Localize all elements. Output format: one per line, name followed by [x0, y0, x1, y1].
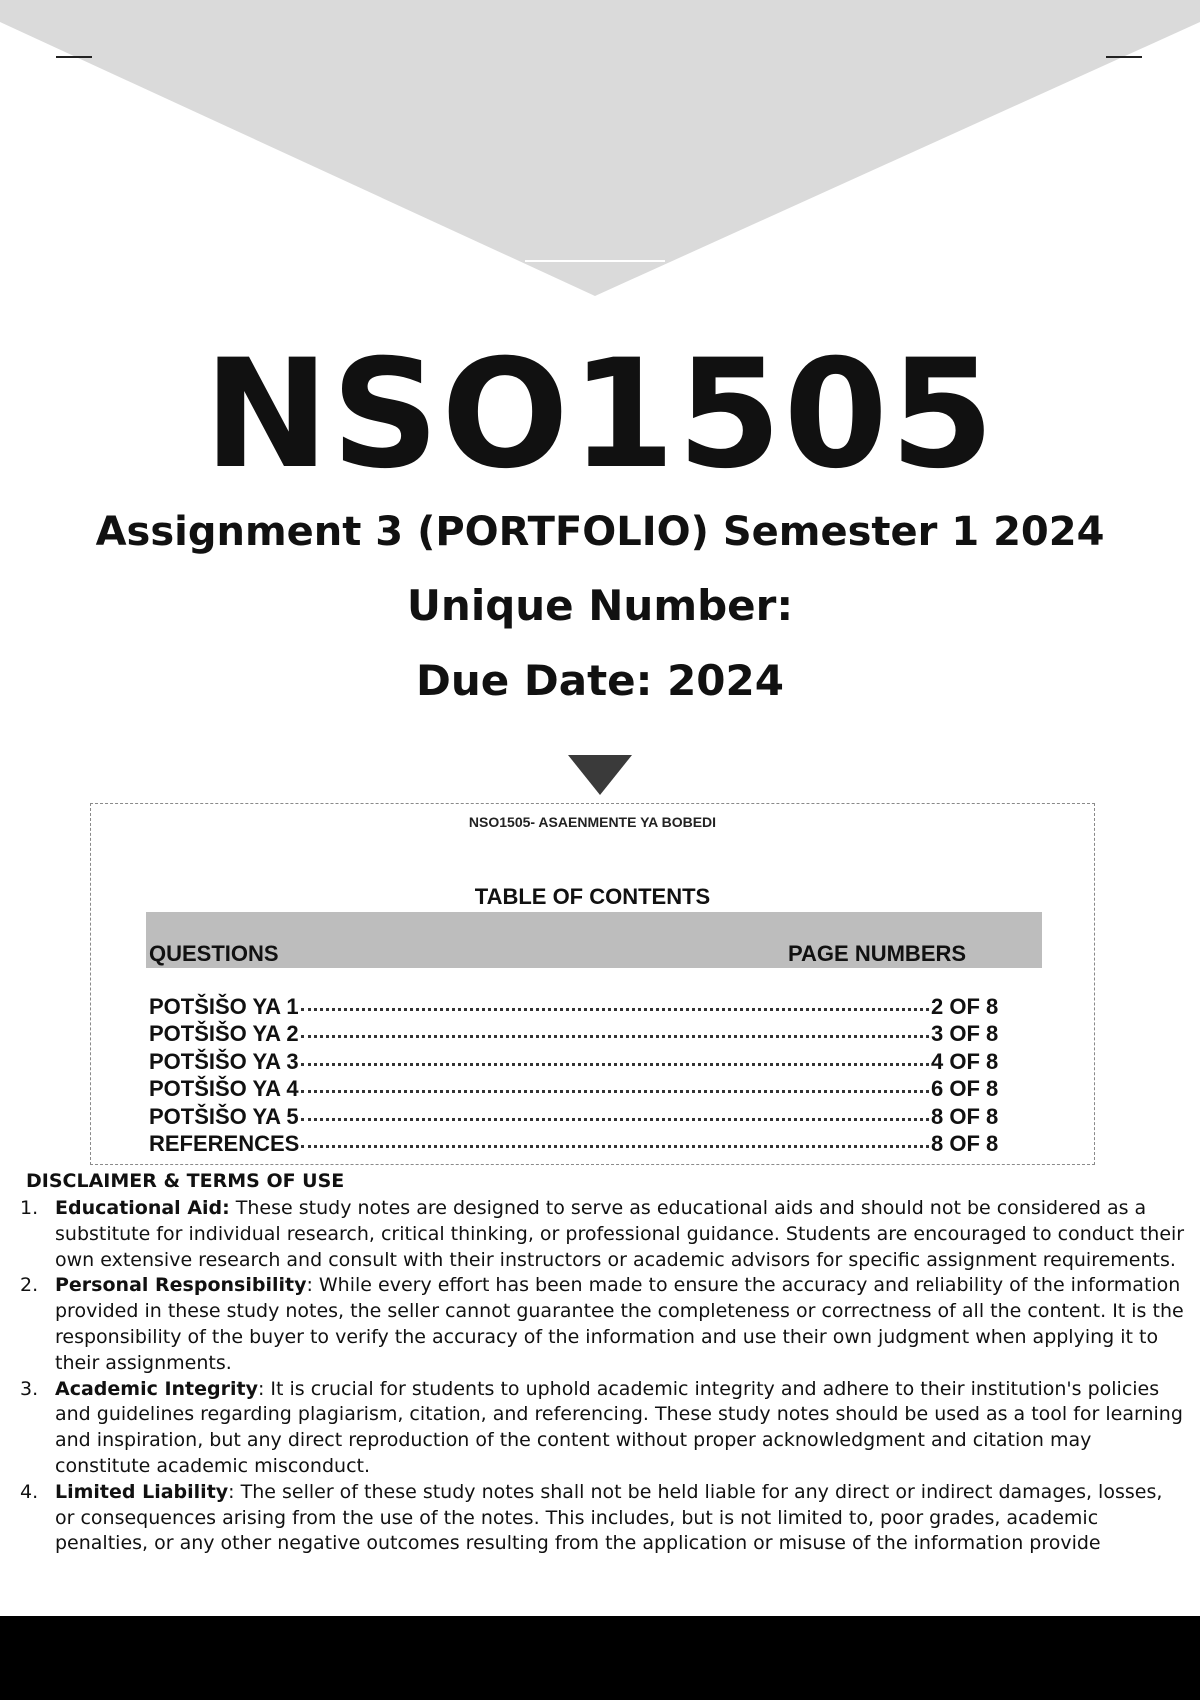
disclaimer-item-text: These study notes are designed to serve as educational aids and should not be considered as a substitute for individual research, critical thinking, or professional guidance. Students are encouraged to conduct their own extensive research and consult with their instructors or academic advisors for specific assignment requirements.: [55, 1197, 1185, 1271]
table-of-contents-preview: [90, 803, 1095, 1165]
toc-row-label: POTŠIŠO YA 5: [149, 1103, 299, 1129]
disclaimer-item: [20, 1273, 1185, 1376]
toc-column-questions: QUESTIONS: [149, 941, 279, 966]
chevron-banner: [0, 0, 1200, 300]
disclaimer-section: [20, 1170, 1185, 1557]
disclaimer-item-text: : The seller of these study notes shall not be held liable for any direct or indirect damages, losses, or consequences arising from the use of the notes. This includes, but is not limited to, poor grades, academic penalties, or any other negative outcomes resulting from the application or misuse of the information provide: [55, 1480, 1163, 1555]
toc-dot-leader: [301, 1118, 929, 1121]
down-triangle-icon: [568, 755, 632, 795]
toc-row: [149, 1131, 1009, 1158]
toc-document-header: NSO1505- ASAENMENTE YA BOBEDI: [468, 814, 717, 830]
toc-dot-leader: [301, 1008, 929, 1011]
disclaimer-item-number: 3.: [20, 1377, 39, 1400]
unique-number: Unique Number:: [406, 581, 794, 630]
disclaimer-item: [20, 1196, 1185, 1273]
disclaimer-item: [20, 1377, 1185, 1480]
corner-line-right: [1106, 56, 1142, 58]
toc-dot-leader: [301, 1090, 929, 1093]
disclaimer-list: [20, 1196, 1185, 1557]
toc-row-page: 8 OF 8: [931, 1130, 999, 1156]
toc-row: [149, 994, 1009, 1021]
toc-dot-leader: [301, 1145, 929, 1148]
toc-title: TABLE OF CONTENTS: [474, 884, 711, 909]
toc-row-label: POTŠIŠO YA 4: [149, 1076, 299, 1102]
disclaimer-item-heading: Personal Responsibility: [55, 1274, 307, 1297]
toc-row: [149, 1021, 1009, 1048]
disclaimer-item-heading: Educational Aid:: [55, 1197, 230, 1219]
due-date: Due Date: 2024: [416, 656, 784, 705]
disclaimer-item: [20, 1480, 1185, 1557]
bottom-black-bar: [0, 1616, 1200, 1700]
disclaimer-title: DISCLAIMER & TERMS OF USE: [26, 1170, 345, 1192]
toc-row-page: 3 OF 8: [931, 1021, 999, 1047]
toc-row-page: 8 OF 8: [931, 1103, 999, 1129]
disclaimer-item-heading: Limited Liability: [55, 1480, 229, 1503]
disclaimer-item-number: 1.: [20, 1197, 39, 1219]
disclaimer-item-number: 4.: [20, 1480, 39, 1503]
toc-row: [149, 1076, 1009, 1103]
disclaimer-item-number: 2.: [20, 1274, 39, 1297]
assignment-title: Assignment 3 (PORTFOLIO) Semester 1 2024: [95, 509, 1105, 555]
toc-row-page: 6 OF 8: [931, 1076, 999, 1102]
toc-dot-leader: [301, 1063, 929, 1066]
toc-row: [149, 1104, 1009, 1131]
toc-row-page: 4 OF 8: [931, 1048, 999, 1074]
course-code: NSO1505: [203, 328, 997, 502]
corner-line-left: [56, 56, 92, 58]
toc-row: [149, 1049, 1009, 1076]
toc-row-page: 2 OF 8: [931, 994, 999, 1019]
toc-row-label: POTŠIŠO YA 2: [149, 1021, 299, 1047]
toc-column-page-numbers: PAGE NUMBERS: [788, 941, 967, 966]
toc-row-label: POTŠIŠO YA 1: [149, 994, 299, 1019]
disclaimer-item-heading: Academic Integrity: [55, 1377, 258, 1400]
toc-row-label: REFERENCES: [149, 1130, 300, 1156]
toc-row-label: POTŠIŠO YA 3: [149, 1048, 299, 1074]
disclaimer-item-text: : It is crucial for students to uphold academic integrity and adhere to their institution's policies and guidelines regarding plagiarism, citation, and referencing. These study notes should be used as a tool for learning and inspiration, but any direct reproduction of the content without proper acknowledgment and citation may constitute academic misconduct.: [55, 1377, 1183, 1477]
disclaimer-item-text: : While every effort has been made to ensure the accuracy and reliability of the information provided in these study notes, the seller cannot guarantee the completeness or correctness of all the content. It is the responsibility of the buyer to verify the accuracy of the information and use their own judgment when applying it to their assignments.: [55, 1274, 1184, 1374]
toc-dot-leader: [301, 1035, 929, 1038]
toc-list: [149, 994, 1009, 1158]
